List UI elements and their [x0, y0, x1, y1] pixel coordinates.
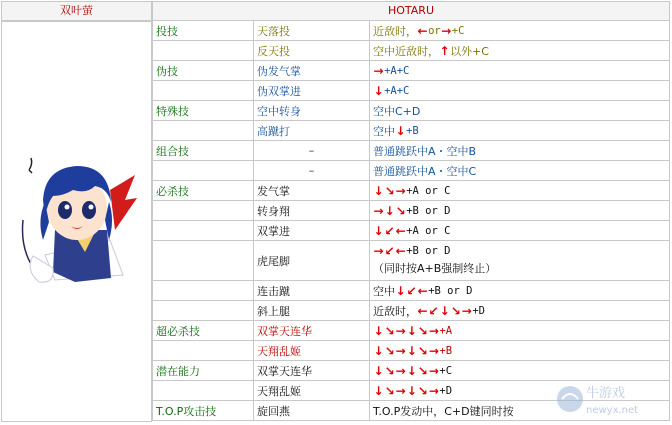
move-command [369, 121, 670, 140]
table-row [152, 101, 670, 121]
move-category: 特殊技 [152, 101, 253, 120]
move-name: 天落投 [253, 21, 369, 40]
command-text: or [428, 24, 441, 37]
command-text: T.O.P发动中，C+D键同时按 [373, 404, 514, 418]
move-command [369, 161, 670, 180]
table-row [152, 241, 670, 281]
direction-arrow-icon: → [373, 244, 384, 258]
direction-arrow-icon: ↓ [373, 83, 384, 98]
move-name: 空中转身 [253, 101, 369, 120]
command-text: +A or C [406, 224, 451, 237]
command-text: +A+C [384, 84, 410, 97]
command-text: +A [439, 324, 453, 337]
move-name: 反天投 [253, 41, 369, 60]
move-name: 连击蹴 [253, 281, 369, 300]
move-category: 必杀技 [152, 181, 253, 200]
move-name: – [253, 141, 369, 160]
move-category: 组合技 [152, 141, 253, 160]
command-text: 空中近敌时， [373, 44, 439, 58]
move-rows [152, 21, 670, 421]
svg-text:牛游戏: 牛游戏 [586, 386, 626, 401]
move-command [369, 201, 670, 220]
move-name: 高蹴打 [253, 121, 369, 140]
move-category [152, 241, 253, 280]
move-category [152, 341, 253, 360]
move-category [152, 161, 253, 180]
direction-arrow-icon: → [395, 343, 406, 358]
command-text: +B or D [406, 204, 451, 217]
move-command [369, 21, 670, 40]
direction-arrow-icon: ↘ [384, 323, 395, 338]
direction-arrow-icon: ↘ [417, 383, 428, 398]
move-category: 潜在能力 [152, 361, 253, 380]
direction-arrow-icon: ↘ [384, 183, 395, 198]
table-row [152, 41, 670, 61]
move-name: 双掌天连华 [253, 321, 369, 340]
command-text: +B or D [428, 284, 473, 297]
move-category: 投技 [152, 21, 253, 40]
move-category [152, 381, 253, 400]
direction-arrow-icon: ↓ [384, 203, 395, 218]
command-text: +B or D [406, 245, 451, 257]
direction-arrow-icon: → [395, 383, 406, 398]
command-text: 近敌时， [373, 24, 417, 38]
table-row [152, 21, 670, 41]
table-row [152, 81, 670, 101]
command-text: +C [451, 24, 465, 37]
direction-arrow-icon: ↘ [395, 203, 406, 218]
direction-arrow-icon: ↘ [450, 303, 461, 318]
direction-arrow-icon: → [395, 183, 406, 198]
direction-arrow-icon: ↑ [439, 43, 450, 58]
command-text: 普通跳跃中A・空中B [373, 144, 477, 158]
direction-arrow-icon: ↓ [406, 383, 417, 398]
move-category [152, 201, 253, 220]
direction-arrow-icon: ↓ [373, 363, 384, 378]
command-note: （同时按A+B强制终止） [373, 262, 497, 275]
direction-arrow-icon: ← [395, 244, 406, 258]
move-command [369, 361, 670, 380]
table-row [152, 61, 670, 81]
command-text: 空中 [373, 124, 395, 138]
move-name: 斜上腿 [253, 301, 369, 320]
command-text: +D [472, 304, 485, 317]
direction-arrow-icon: ↓ [373, 343, 384, 358]
direction-arrow-icon: ↘ [384, 383, 395, 398]
move-category: 超必杀技 [152, 321, 253, 340]
move-name: 发气掌 [253, 181, 369, 200]
move-name: 转身翔 [253, 201, 369, 220]
direction-arrow-icon: → [395, 363, 406, 378]
move-command [369, 141, 670, 160]
direction-arrow-icon: → [428, 343, 439, 358]
command-text: 空中C+D [373, 104, 421, 118]
direction-arrow-icon: ↓ [406, 343, 417, 358]
move-category [152, 41, 253, 60]
direction-arrow-icon: ← [417, 23, 428, 38]
command-text: +A+C [384, 64, 410, 77]
direction-arrow-icon: ↓ [373, 183, 384, 198]
direction-arrow-icon: ↓ [373, 223, 384, 238]
move-category [152, 221, 253, 240]
command-text: 近敌时， [373, 304, 417, 318]
direction-arrow-icon: ↘ [384, 363, 395, 378]
move-command [369, 61, 670, 80]
move-command [369, 321, 670, 340]
move-name: 旋回燕 [253, 401, 369, 420]
table-row [152, 301, 670, 321]
character-name-header: 双叶萤 [1, 1, 152, 21]
direction-arrow-icon: → [395, 323, 406, 338]
command-text: +A or C [406, 184, 451, 197]
move-name: 虎尾脚 [253, 241, 369, 280]
move-category: T.O.P攻击技 [152, 401, 253, 420]
direction-arrow-icon: ↓ [395, 123, 406, 138]
direction-arrow-icon: ← [417, 303, 428, 318]
direction-arrow-icon: → [441, 23, 452, 38]
direction-arrow-icon: → [428, 363, 439, 378]
direction-arrow-icon: ↓ [406, 323, 417, 338]
command-text: +B [439, 344, 453, 357]
move-command [369, 301, 670, 320]
direction-arrow-icon: → [373, 203, 384, 218]
move-command [369, 341, 670, 360]
character-title-header: HOTARU [152, 1, 670, 21]
table-row [152, 141, 670, 161]
direction-arrow-icon: → [428, 323, 439, 338]
move-command [369, 81, 670, 100]
character-portrait [1, 21, 152, 422]
table-row [152, 281, 670, 301]
direction-arrow-icon: → [461, 303, 472, 318]
direction-arrow-icon: ↙ [406, 283, 417, 298]
table-row [152, 341, 670, 361]
direction-arrow-icon: ↘ [417, 343, 428, 358]
direction-arrow-icon: ↘ [417, 363, 428, 378]
command-text: 空中 [373, 284, 395, 298]
move-name: 双掌进 [253, 221, 369, 240]
move-category [152, 121, 253, 140]
move-command [369, 221, 670, 240]
move-category [152, 81, 253, 100]
direction-arrow-icon: ↓ [373, 383, 384, 398]
move-name: 双掌天连华 [253, 361, 369, 380]
command-text: 以外+C [450, 44, 489, 58]
table-row [152, 221, 670, 241]
move-category [152, 301, 253, 320]
table-row [152, 181, 670, 201]
svg-text:newyx.net: newyx.net [586, 405, 639, 416]
move-command [369, 181, 670, 200]
direction-arrow-icon: ↙ [384, 244, 395, 258]
move-command [369, 281, 670, 300]
table-row [152, 321, 670, 341]
move-category [152, 281, 253, 300]
move-name: 天翔乱姬 [253, 381, 369, 400]
direction-arrow-icon: ↙ [428, 303, 439, 318]
direction-arrow-icon: ← [417, 283, 428, 298]
command-text: +B [406, 124, 419, 137]
move-command [369, 101, 670, 120]
table-row [152, 161, 670, 181]
move-name: – [253, 161, 369, 180]
portrait-image [2, 22, 151, 421]
command-text: 普通跳跃中A・空中C [373, 164, 477, 178]
direction-arrow-icon: → [373, 63, 384, 78]
move-category: 伪技 [152, 61, 253, 80]
command-text: +C [439, 364, 453, 377]
move-command [369, 241, 670, 280]
move-command [369, 41, 670, 60]
direction-arrow-icon: ↓ [373, 323, 384, 338]
direction-arrow-icon: ↓ [439, 303, 450, 318]
move-name: 伪双掌进 [253, 81, 369, 100]
table-row [152, 361, 670, 381]
table-row [152, 121, 670, 141]
move-name: 天翔乱姬 [253, 341, 369, 360]
direction-arrow-icon: ↓ [406, 363, 417, 378]
direction-arrow-icon: ↓ [395, 283, 406, 298]
direction-arrow-icon: ← [395, 223, 406, 238]
direction-arrow-icon: → [428, 383, 439, 398]
table-row [152, 201, 670, 221]
direction-arrow-icon: ↘ [384, 343, 395, 358]
direction-arrow-icon: ↙ [384, 223, 395, 238]
direction-arrow-icon: ↘ [417, 323, 428, 338]
newyx-watermark [556, 379, 666, 419]
command-text: +D [439, 384, 453, 397]
move-name: 伪发气掌 [253, 61, 369, 80]
